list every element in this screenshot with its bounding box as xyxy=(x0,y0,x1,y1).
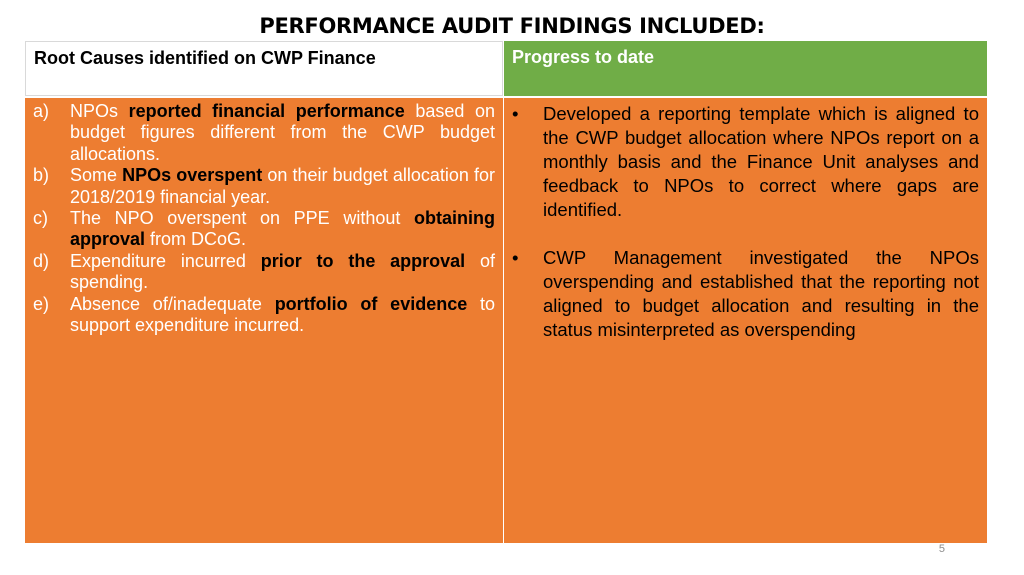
progress-text: CWP Management investigated the NPOs overspending and established that the reporting not aligned to budget allocation and resulting in the status misinterpreted as overspending xyxy=(543,247,979,340)
list-marker: c) xyxy=(33,208,48,229)
slide-title: PERFORMANCE AUDIT FINDINGS INCLUDED: xyxy=(259,14,765,38)
root-cause-text: Absence of/inadequate portfolio of evidence to support expenditure incurred. xyxy=(70,293,496,336)
root-cause-text: Some NPOs overspent on their budget allocation for 2018/2019 financial year. xyxy=(70,165,495,207)
list-marker: a) xyxy=(33,101,50,121)
bullet-marker: • xyxy=(512,103,519,124)
root-cause-item xyxy=(33,101,495,165)
list-marker: d) xyxy=(33,250,50,271)
list-marker: e) xyxy=(33,293,50,314)
progress-text: Developed a reporting template which is aligned to the CWP budget allocation where NPOs report on a monthly basis and the Finance Unit analyses and feedback to NPOs to correct where gaps are identified. xyxy=(543,103,979,220)
root-causes-cell xyxy=(25,98,503,543)
root-cause-text: NPOs reported financial performance based on budget figures different from the CWP budget allocations. xyxy=(70,101,495,164)
root-cause-item xyxy=(33,251,495,294)
root-cause-item xyxy=(33,208,495,251)
list-marker: b) xyxy=(33,165,50,186)
findings-table xyxy=(25,41,987,543)
page-number: 5 xyxy=(938,543,945,555)
root-cause-text: The NPO overspent on PPE without obtaining approval from DCoG. xyxy=(70,208,495,250)
progress-item xyxy=(512,102,979,222)
root-cause-item xyxy=(33,165,495,208)
progress-item xyxy=(512,246,979,342)
root-cause-item xyxy=(33,294,495,337)
header-progress: Progress to date xyxy=(504,41,987,96)
header-root-causes: Root Causes identified on CWP Finance xyxy=(25,41,503,96)
root-cause-text: Expenditure incurred prior to the approval of spending. xyxy=(70,250,495,293)
bullet-marker: • xyxy=(512,247,519,268)
progress-cell xyxy=(504,98,987,543)
